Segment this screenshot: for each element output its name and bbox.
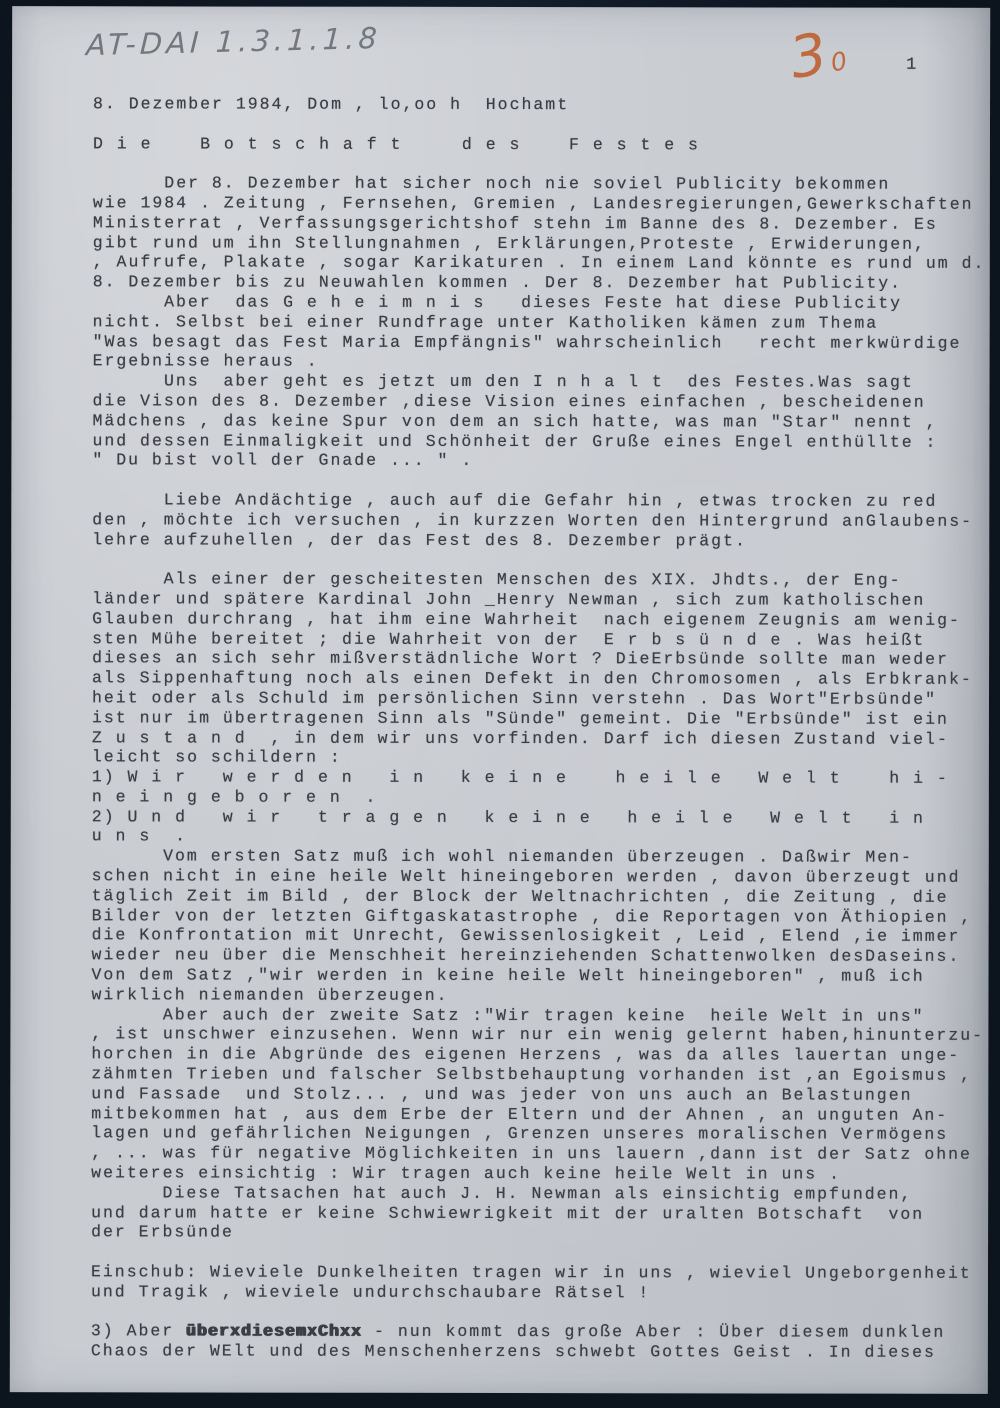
text-line: Diese Tatsachen hat auch J. H. Newman als einsichtig empfunden, [91, 1183, 913, 1204]
text-line: nicht. Selbst bei einer Rundfrage unter Katholiken kämen zum Thema [92, 312, 879, 333]
text-line: und dessen Einmaligkeit und Schönheit der Gruße eines Engel enthüllte : [92, 430, 938, 452]
paragraphs-newman-erbsuende [91, 569, 990, 1244]
text-line: Bilder von der letzten Giftgaskatastrophe , die Reportagen von Äthiopien , [91, 905, 973, 927]
text-line: weiteres einsichtig : Wir tragen auch keine heile Welt in uns . [91, 1163, 842, 1184]
paragraphs-publicity [92, 173, 990, 472]
text-line: als Sippenhaftung noch als einen Defekt in den Chromosomen , als Erbkrank- [92, 668, 973, 689]
text-line: die Vison des 8. Dezember ,diese Vision eines einfachen , bescheidenen [92, 391, 926, 412]
text-line: Chaos der WElt und des Menschenherzens schwebt Gottes Geist . In dieses [90, 1341, 936, 1362]
text-line: ist nur im übertragenen Sinn als "Sünde" gemeint. Die "Erbsünde" ist ein [91, 707, 949, 729]
title [93, 134, 990, 155]
text-line: n e i n g e b o r e n . [91, 787, 378, 807]
text-line: lehre aufzuhellen , der das Fest des 8. Dezember prägt. [92, 529, 747, 550]
text-line: Von dem Satz ,"wir werden in keine heile Welt hineingeboren" , muß ich [91, 965, 925, 986]
paragraph-einschub [91, 1262, 990, 1303]
text-line: Aber das G e h e i m n i s dieses Feste hat diese Publicity [92, 292, 903, 313]
text-line: horchen in die Abgründe des eigenen Herzens , was da alles lauertan unge- [91, 1044, 961, 1066]
text-line: "Was besagt das Fest Maria Empfängnis" wahrscheinlich recht merkwürdige [92, 331, 962, 353]
document-body [91, 94, 990, 1363]
page-number: 1 [906, 55, 919, 75]
text-line: länder und spätere Kardinal John _Henry Newman , sich zum katholischen [92, 589, 926, 610]
text-line: Ministerrat , Verfassungsgerichtshof stehn im Banne des 8. Dezember. Es [92, 213, 938, 234]
text-line: , ... was für negative Möglichkeiten in uns lauern ,dann ist der Satz ohne [91, 1143, 972, 1165]
text-line: u n s . [91, 826, 187, 846]
paragraph-drittens [91, 1322, 990, 1363]
text-line: D i e B o t s c h a f t d e s F e s t e s [92, 133, 700, 154]
text-line: 2) U n d w i r t r a g e n k e i n e h e i l e W e l t i n [91, 806, 925, 828]
text-line: leicht so schildern : [91, 747, 342, 768]
date-header [93, 94, 990, 115]
text-line: zähmten Trieben und falscher Selbstbehauptung vorhanden ist ,an Egoismus , [91, 1064, 973, 1085]
text-line: den , möchte ich versuchen , in kurzzen Worten den Hintergrund anGlaubens- [92, 510, 974, 531]
text-line: wieder neu über die Menschheit hereinziehenden Schattenwolken desDaseins. [91, 945, 961, 967]
text-line: Glauben durchrang , hat ihm eine Wahrheit nach eigenem Zeugnis am wenig- [92, 609, 961, 630]
text-line: der Erbsünde [91, 1222, 234, 1242]
text-line: Ergebnisse heraus . [92, 351, 319, 372]
text-line: gibt rund um ihn Stellungnahmen , Erklärungen,Proteste , Erwiderungen, [92, 232, 926, 254]
text-line: heit oder als Schuld im persönlichen Sinn verstehn . Das Wort"Erbsünde" [91, 688, 938, 709]
text-line: sten Mühe bereitet ; die Wahrheit von der E r b s ü n d e . Was heißt [92, 628, 926, 650]
text-line: 8. Dezember bis zu Neuwahlen kommen . Der 8. Dezember hat Publicity. [92, 272, 903, 293]
text-line: , Aufrufe, Plakate , sogar Karikaturen . In einem Land könnte es rund um d. [92, 252, 986, 274]
text-line: " Du bist voll der Gnade ... " . [92, 450, 474, 471]
text-line: Mädchens , das keine Spur von dem an sich hatte, was man "Star" nennt , [92, 411, 938, 432]
text-line: Uns aber geht es jetzt um den I n h a l t des Festes.Was sagt [92, 371, 914, 392]
text-line: und darum hatte er keine Schwiewrigkeit mit der uralten Botschaft von [91, 1202, 925, 1224]
handwritten-folio-number: 30 [784, 20, 853, 93]
text-line: , ist unschwer einzusehen. Wenn wir nur ein wenig gelernt haben,hinunterzu- [91, 1024, 985, 1046]
text-line: die Konfrontation mit Unrecht, Gewissenlosigkeit , Leid , Elend ,ie immer [91, 925, 961, 947]
text-line: Der 8. Dezember hat sicher noch nie soviel Publicity bekommen [92, 173, 891, 194]
text-line: täglich Zeit im Bild , der Block der Weltnachrichten , die Zeitung , die [91, 886, 949, 907]
text-line: dieses an sich sehr mißverstädnliche Wort ? DieErbsünde sollte man weder [92, 648, 950, 670]
paragraph-liebe-andaechtige [92, 490, 990, 551]
text-line: Einschub: Wieviele Dunkelheiten tragen wir in uns , wieviel Ungeborgenheit [90, 1262, 972, 1283]
text-line: Aber auch der zweite Satz :"Wir tragen keine heile Welt in uns" [91, 1004, 925, 1026]
text-line: Z u s t a n d , in dem wir uns vorfinden. Darf ich diesen Zustand viel- [91, 727, 949, 749]
text-line: lagen und gefährlichen Neigungen , Grenzen unseres moralischen Vermögens [91, 1123, 949, 1145]
scanned-page [10, 6, 990, 1394]
text-line: 8. Dezember 1984, Dom , lo,oo h Hochamt [93, 94, 570, 115]
overstruck-text: überxdiesemxChxx [186, 1321, 363, 1342]
text-line: wie 1984 . Zeitung , Fernsehen, Gremien , Landesregierungen,Gewerkschaften [92, 193, 974, 214]
handwritten-archive-reference: AT-DAI 1.3.1.1.8 [85, 20, 382, 63]
text-line: und Tragik , wieviele undurchschaubare Rätsel ! [90, 1282, 651, 1303]
text-line: Als einer der gescheitesten Menschen des XIX. Jhdts., der Eng- [92, 569, 902, 590]
text-line: und Fassade und Stolz... , und was jeder von uns auch an Belastungen [91, 1084, 913, 1105]
text-line: mitbekommen hat , aus dem Erbe der Eltern und der Ahnen , an unguten An- [91, 1103, 949, 1125]
text-line: wirklich niemanden überzeugen. [91, 985, 449, 1005]
text-line: 1) W i r w e r d e n i n k e i n e h e i l e W e l t h i - [91, 767, 949, 788]
text-line: Liebe Andächtige , auch auf die Gefahr hin , etwas trocken zu red [92, 490, 938, 511]
text-line: Vom ersten Satz muß ich wohl niemanden überzeugen . Daßwir Men- [91, 846, 913, 868]
text-line: 3) Aber überxdiesemxChxx - nun kommt das große Aber : Über diesem dunklen [90, 1321, 946, 1343]
text-line: schen nicht in eine heile Welt hineingeboren werden , davon überzeugt und [91, 866, 961, 887]
